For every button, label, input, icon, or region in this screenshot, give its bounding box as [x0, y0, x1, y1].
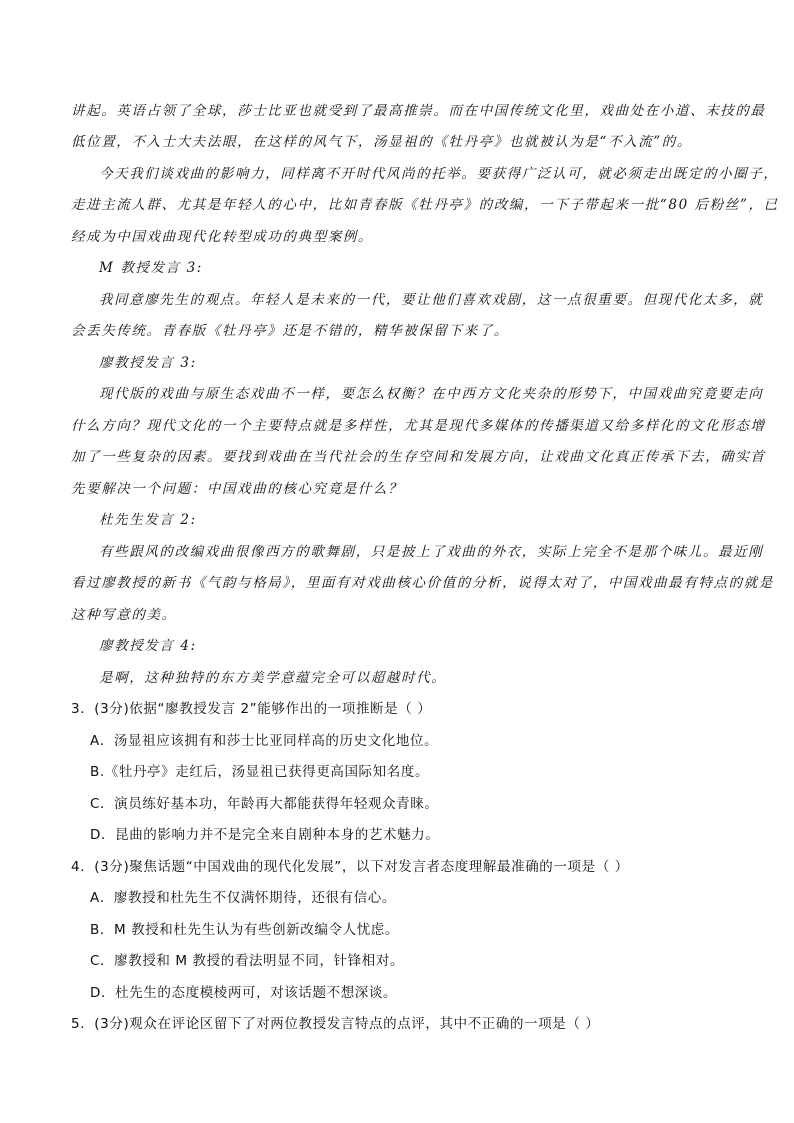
- passage-line: 现代版的戏曲与原生态戏曲不一样，要怎么权衡？在中西方文化夹杂的形势下，中国戏曲究竟要走向: [99, 386, 764, 402]
- question-stem: 5．(3分)观众在评论区留下了对两位教授发言特点的点评，其中不正确的一项是（ ）: [71, 1016, 600, 1032]
- option-b: B．M 教授和杜先生认为有些创新改编令人忧虑。: [90, 922, 399, 938]
- passage-line: 这种写意的美。: [71, 607, 177, 623]
- passage-line: 看过廖教授的新书《气韵与格局》，里面有对戏曲核心价值的分析，说得太对了，中国戏曲最有特点的就是: [71, 575, 774, 591]
- question-stem: 4．(3分)聚焦话题“中国戏曲的现代化发展”，以下对发言者态度理解最准确的一项是（ ）: [71, 859, 629, 875]
- passage-line: 讲起。英语占领了全球，莎士比亚也就受到了最高推崇。而在中国传统文化里，戏曲处在小道、末技的最: [71, 103, 766, 119]
- option-d: D．杜先生的态度模棱两可，对该话题不想深谈。: [90, 985, 398, 1001]
- passage-line: 今天我们谈戏曲的影响力，同样离不开时代风尚的托举。要获得广泛认可，就必须走出既定的小圈子，: [99, 166, 779, 182]
- passage-line: 经成为中国戏曲现代化转型成功的典型案例。: [71, 229, 373, 245]
- passage-line: 是啊，这种独特的东方美学意蕴完全可以超越时代。: [99, 670, 447, 686]
- option-b: B.《牡丹亭》走红后，汤显祖已获得更高国际知名度。: [90, 764, 430, 780]
- speaker-label: 杜先生发言 2:: [99, 512, 197, 528]
- passage-line: 走进主流人群、尤其是年轻人的心中，比如青春版《牡丹亭》的改编，一下子带起来一批“80 后粉丝”，已: [71, 197, 779, 213]
- passage-line: 先要解决一个问题：中国戏曲的核心究竟是什么？: [71, 481, 404, 497]
- speaker-label: 廖教授发言 3:: [99, 355, 197, 371]
- option-a: A．廖教授和杜先生不仅满怀期待，还很有信心。: [90, 890, 396, 906]
- speaker-label: 廖教授发言 4:: [99, 638, 197, 654]
- option-c: C．廖教授和 M 教授的看法明显不同，针锋相对。: [90, 953, 405, 969]
- option-a: A．汤显祖应该拥有和莎士比亚同样高的历史文化地位。: [90, 733, 439, 749]
- passage-line: 什么方向？现代文化的一个主要特点就是多样性，尤其是现代多媒体的传播渠道又给多样化的文化形态增: [71, 418, 766, 434]
- question-stem: 3．(3分)依据“廖教授发言 2”能够作出的一项推断是（ ）: [71, 701, 432, 717]
- option-d: D．昆曲的影响力并不是完全来自剧种本身的艺术魅力。: [90, 827, 440, 843]
- speaker-label: M 教授发言 3:: [99, 260, 203, 276]
- passage-line: 有些跟风的改编戏曲很像西方的歌舞剧，只是披上了戏曲的外衣，实际上完全不是那个味儿。最近刚: [99, 544, 764, 560]
- passage-line: 低位置，不入士大夫法眼，在这样的风气下，汤显祖的《牡丹亭》也就被认为是“不入流”的。: [71, 134, 693, 150]
- passage-line: 加了一些复杂的因素。要找到戏曲在当代社会的生存空间和发展方向，让戏曲文化真正传承下去，确实首: [71, 449, 766, 465]
- passage-line: 我同意廖先生的观点。年轻人是未来的一代，要让他们喜欢戏剧，这一点很重要。但现代化太多，就: [99, 292, 764, 308]
- passage-line: 会丢失传统。青春版《牡丹亭》还是不错的，精华被保留下来了。: [71, 323, 509, 339]
- option-c: C．演员练好基本功，年龄再大都能获得年轻观众青睐。: [90, 796, 439, 812]
